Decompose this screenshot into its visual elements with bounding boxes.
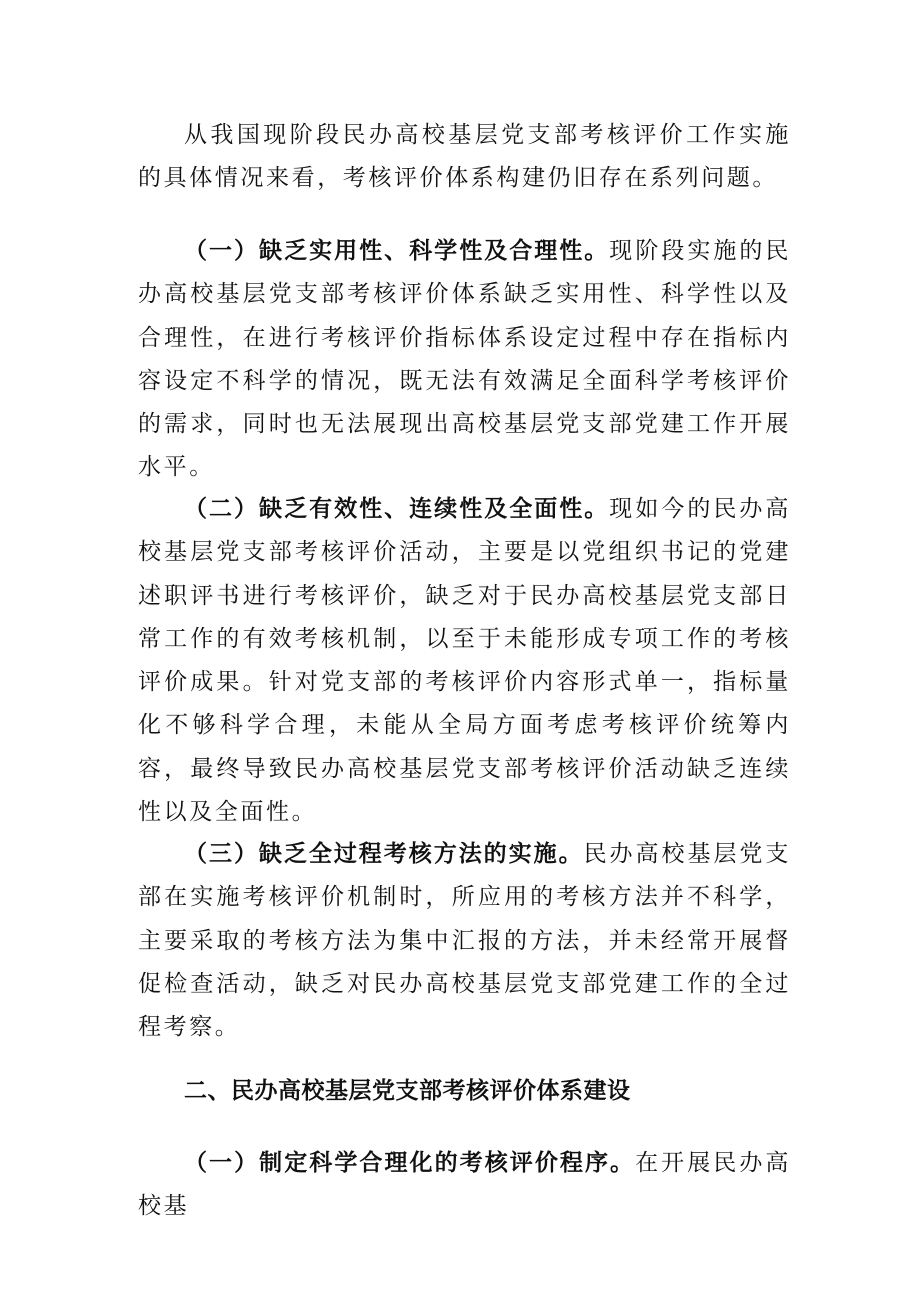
paragraph-text: 现阶段实施的民办高校基层党支部考核评价体系缺乏实用性、科学性以及合理性，在进行考核评价指标体系设定过程中存在指标内容设定不科学的情况，既无法有效满足全面科学考核评价的需求，同时也无法展现出高校基层党支部党建工作开展水平。 [138, 238, 791, 481]
paragraph-text: 现如今的民办高校基层党支部考核评价活动，主要是以党组织书记的党建述职评书进行考核评价，缺乏对于民办高校基层党支部日常工作的有效考核机制，以至于未能形成专项工作的考核评价成果。针对党支部的考核评价内容形式单一，指标量化不够科学合理，未能从全局方面考虑考核评价统筹内容，最终导致民办高校基层党支部考核评价活动缺乏连续性以及全面性。 [138, 496, 791, 826]
paragraph-lead: （一）制定科学合理化的考核评价程序。 [184, 1150, 636, 1176]
section-heading: 二、民办高校基层党支部考核评价体系建设 [184, 1078, 631, 1104]
paragraph-text: 在开展民办高校基 [138, 1150, 791, 1220]
problem-paragraph-3 [138, 833, 791, 1049]
problem-paragraph-2 [138, 488, 791, 834]
paragraph-lead: （一）缺乏实用性、科学性及合理性。 [184, 238, 610, 264]
paragraph-lead: （二）缺乏有效性、连续性及全面性。 [184, 496, 610, 522]
paragraph-text: 从我国现阶段民办高校基层党支部考核评价工作实施的具体情况来看，考核评价体系构建仍旧存在系列问题。 [138, 122, 791, 192]
problem-paragraph-1 [138, 230, 791, 490]
paragraph-text: 民办高校基层党支部在实施考核评价机制时，所应用的考核方法并不科学，主要采取的考核方法为集中汇报的方法，并未经常开展督促检查活动，缺乏对民办高校基层党支部党建工作的全过程考察。 [138, 841, 791, 1041]
construction-paragraph-1 [138, 1142, 791, 1229]
paragraph-lead: （三）缺乏全过程考核方法的实施。 [184, 841, 584, 867]
intro-paragraph [138, 114, 791, 201]
